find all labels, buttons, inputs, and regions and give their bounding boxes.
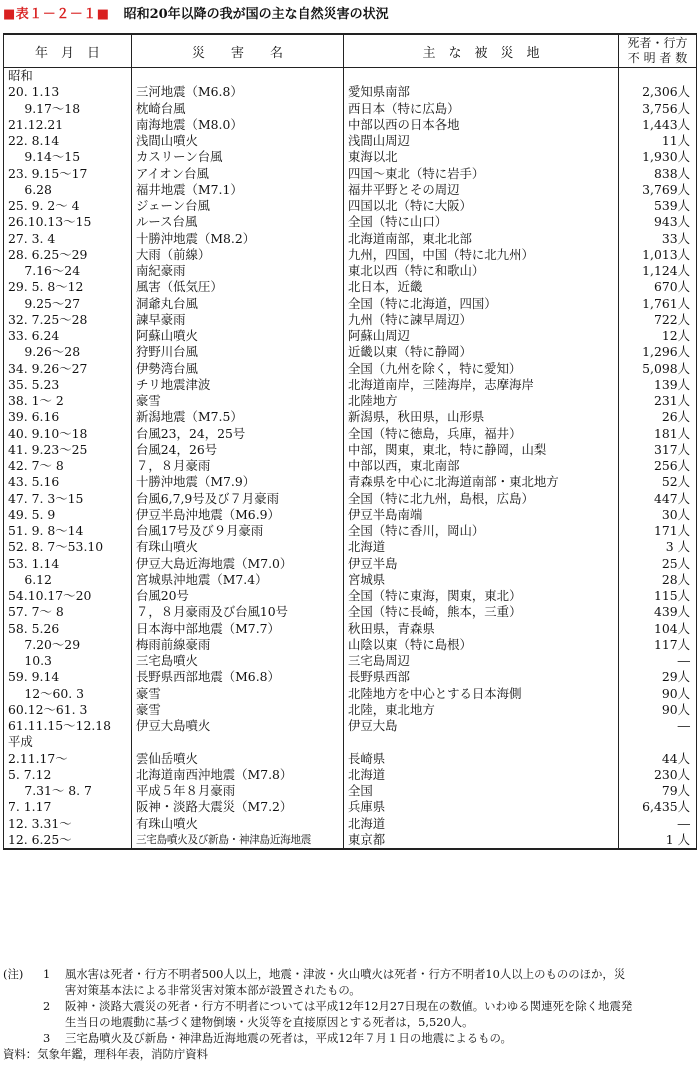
cell-affected-area: 九州，四国，中国（特に北九州） <box>344 247 619 263</box>
cell-date: 53. 1.14 <box>4 556 132 572</box>
cell-affected-area: 全国 <box>344 783 619 799</box>
table-row <box>4 361 697 377</box>
cell-affected-area: 近畿以東（特に静岡） <box>344 344 619 360</box>
table-row <box>4 214 697 230</box>
cell-deaths: 26人 <box>619 409 697 425</box>
cell-affected-area: 長崎県 <box>344 751 619 767</box>
cell-date: 26.10.13～15 <box>4 214 132 230</box>
note-1 <box>3 966 696 982</box>
cell-affected-area: 中部以西，東北南部 <box>344 458 619 474</box>
table-row <box>4 312 697 328</box>
table-row <box>4 523 697 539</box>
cell-disaster-name: 豪雪 <box>132 702 344 718</box>
cell-date: 25. 9. 2～ 4 <box>4 198 132 214</box>
cell-deaths: ― <box>619 653 697 669</box>
table-row <box>4 166 697 182</box>
cell-disaster-name: 台風23，24，25号 <box>132 426 344 442</box>
cell-disaster-name: ７，８月豪雨 <box>132 458 344 474</box>
cell-disaster-name: 台風20号 <box>132 588 344 604</box>
cell-date: 22. 8.14 <box>4 133 132 149</box>
cell-affected-area: 全国（九州を除く，特に愛知） <box>344 361 619 377</box>
table-row <box>4 344 697 360</box>
cell-affected-area: 宮城県 <box>344 572 619 588</box>
cell-affected-area: 福井平野とその周辺 <box>344 182 619 198</box>
cell-date: 7.20～29 <box>4 637 132 653</box>
cell-disaster-name: 梅雨前線豪雨 <box>132 637 344 653</box>
note-text: 阪神・淡路大震災の死者・行方不明者については平成12年12月27日現在の数値。いわゆる関連死を除く地震発 <box>65 999 633 1013</box>
cell-disaster-name: 南海地震（M8.0） <box>132 117 344 133</box>
disaster-table <box>3 33 697 850</box>
cell-affected-area: 四国以北（特に大阪） <box>344 198 619 214</box>
note-text-continued: 害対策基本法による非常災害対策本部が設置されたもの。 <box>65 983 361 997</box>
cell-affected-area: 中部，関東，東北，特に静岡，山梨 <box>344 442 619 458</box>
cell-deaths: ― <box>619 718 697 734</box>
table-row <box>4 182 697 198</box>
table-row <box>4 84 697 100</box>
cell-disaster-name: 台風17号及び９月豪雨 <box>132 523 344 539</box>
cell-disaster-name: 雲仙岳噴火 <box>132 751 344 767</box>
cell-affected-area: 阿蘇山周辺 <box>344 328 619 344</box>
cell-disaster-name: 狩野川台風 <box>132 344 344 360</box>
cell-disaster-name: 宮城県沖地震（M7.4） <box>132 572 344 588</box>
cell-disaster-name: 伊豆大島噴火 <box>132 718 344 734</box>
cell-affected-area: 長野県西部 <box>344 669 619 685</box>
cell-date: 7. 1.17 <box>4 799 132 815</box>
table-row <box>4 133 697 149</box>
cell-disaster-name: 三河地震（M6.8） <box>132 84 344 100</box>
cell-disaster-name: 阪神・淡路大震災（M7.2） <box>132 799 344 815</box>
cell-disaster-name: 十勝沖地震（M8.2） <box>132 231 344 247</box>
cell-deaths: 28人 <box>619 572 697 588</box>
cell-disaster-name: ジェーン台風 <box>132 198 344 214</box>
cell-deaths: 317人 <box>619 442 697 458</box>
table-row <box>4 702 697 718</box>
cell-deaths: 943人 <box>619 214 697 230</box>
cell-deaths: 115人 <box>619 588 697 604</box>
cell-affected-area: 伊豆大島 <box>344 718 619 734</box>
table-row <box>4 621 697 637</box>
table-row <box>4 556 697 572</box>
cell-date: 47. 7. 3～15 <box>4 491 132 507</box>
cell-deaths: 181人 <box>619 426 697 442</box>
cell-date: 33. 6.24 <box>4 328 132 344</box>
cell-deaths: 104人 <box>619 621 697 637</box>
notes-section <box>3 966 696 1062</box>
table-header-row <box>4 34 697 68</box>
cell-disaster-name: 日本海中部地震（M7.7） <box>132 621 344 637</box>
cell-deaths: 12人 <box>619 328 697 344</box>
cell-disaster-name: 有珠山噴火 <box>132 539 344 555</box>
table-row <box>4 117 697 133</box>
table-row <box>4 783 697 799</box>
cell-affected-area: 東海以北 <box>344 149 619 165</box>
cell-affected-area: 北海道 <box>344 767 619 783</box>
cell-deaths: 90人 <box>619 702 697 718</box>
cell-date: 60.12～61. 3 <box>4 702 132 718</box>
cell-deaths: ― <box>619 816 697 832</box>
cell-affected-area: 新潟県，秋田県，山形県 <box>344 409 619 425</box>
cell-affected-area: 北陸，東北地方 <box>344 702 619 718</box>
cell-disaster-name: 風害（低気圧） <box>132 279 344 295</box>
cell-date: 9.25～27 <box>4 296 132 312</box>
cell-deaths: 3,756人 <box>619 101 697 117</box>
cell-deaths: 539人 <box>619 198 697 214</box>
cell-disaster-name: 新潟地震（M7.5） <box>132 409 344 425</box>
cell-affected-area: 北海道南部，東北北部 <box>344 231 619 247</box>
table-row <box>4 263 697 279</box>
cell-affected-area: 全国（特に東海，関東，東北） <box>344 588 619 604</box>
cell-deaths: 1,930人 <box>619 149 697 165</box>
table-row <box>4 637 697 653</box>
cell-deaths <box>619 734 697 750</box>
cell-date: 9.17～18 <box>4 101 132 117</box>
cell-date: 39. 6.16 <box>4 409 132 425</box>
cell-date: 59. 9.14 <box>4 669 132 685</box>
cell-date: 35. 5.23 <box>4 377 132 393</box>
cell-date: 23. 9.15～17 <box>4 166 132 182</box>
cell-affected-area: 全国（特に徳島，兵庫，福井） <box>344 426 619 442</box>
cell-date: 58. 5.26 <box>4 621 132 637</box>
cell-disaster-name: 洞爺丸台風 <box>132 296 344 312</box>
cell-deaths: 838人 <box>619 166 697 182</box>
cell-affected-area: 東北以西（特に和歌山） <box>344 263 619 279</box>
cell-disaster-name: 阿蘇山噴火 <box>132 328 344 344</box>
note-number: 3 <box>43 1031 51 1045</box>
cell-disaster-name: 長野県西部地震（M6.8） <box>132 669 344 685</box>
table-row <box>4 231 697 247</box>
note-text-continued: 生当日の地震動に基づく建物倒壊・火災等を直接原因とする死者は，5,520人。 <box>65 1015 474 1029</box>
cell-date: 平成 <box>4 734 132 750</box>
cell-date: 38. 1～ 2 <box>4 393 132 409</box>
cell-disaster-name: 豪雪 <box>132 686 344 702</box>
cell-disaster-name: 台風6,7,9号及び７月豪雨 <box>132 491 344 507</box>
cell-affected-area <box>344 68 619 85</box>
cell-date: 32. 7.25～28 <box>4 312 132 328</box>
cell-disaster-name: カスリーン台風 <box>132 149 344 165</box>
cell-date: 43. 5.16 <box>4 474 132 490</box>
cell-deaths: 90人 <box>619 686 697 702</box>
cell-deaths: 79人 <box>619 783 697 799</box>
cell-date: 6.28 <box>4 182 132 198</box>
table-row <box>4 409 697 425</box>
table-row <box>4 734 697 750</box>
cell-deaths: 52人 <box>619 474 697 490</box>
header-affected-area: 主 な 被 災 地 <box>344 34 619 68</box>
table-row <box>4 751 697 767</box>
cell-disaster-name: 伊豆大島近海地震（M7.0） <box>132 556 344 572</box>
cell-disaster-name: 豪雪 <box>132 393 344 409</box>
cell-deaths: 11人 <box>619 133 697 149</box>
table-row <box>4 816 697 832</box>
cell-affected-area <box>344 734 619 750</box>
cell-deaths: 1 人 <box>619 832 697 849</box>
cell-deaths: 25人 <box>619 556 697 572</box>
cell-affected-area: 伊豆半島 <box>344 556 619 572</box>
cell-deaths: 6,435人 <box>619 799 697 815</box>
cell-deaths: 3 人 <box>619 539 697 555</box>
note-text: 風水害は死者・行方不明者500人以上，地震・津波・火山噴火は死者・行方不明者10人以上のもののほか，災 <box>65 967 626 981</box>
cell-deaths: 231人 <box>619 393 697 409</box>
cell-deaths: 2,306人 <box>619 84 697 100</box>
cell-date: 昭和 <box>4 68 132 85</box>
note-text: 三宅島噴火及び新島・神津島近海地震の死者は，平成12年７月１日の地震によるもの。 <box>65 1031 512 1045</box>
cell-disaster-name: 福井地震（M7.1） <box>132 182 344 198</box>
cell-disaster-name: ルース台風 <box>132 214 344 230</box>
table-row <box>4 669 697 685</box>
cell-date: 34. 9.26～27 <box>4 361 132 377</box>
table-row <box>4 377 697 393</box>
cell-date: 54.10.17～20 <box>4 588 132 604</box>
cell-affected-area: 青森県を中心に北海道南部・東北地方 <box>344 474 619 490</box>
cell-deaths: 3,769人 <box>619 182 697 198</box>
cell-disaster-name: 三宅島噴火及び新島・神津島近海地震 <box>132 832 344 849</box>
header-deaths-line2: 不 明 者 数 <box>627 51 688 65</box>
cell-deaths: 1,761人 <box>619 296 697 312</box>
cell-date: 12～60. 3 <box>4 686 132 702</box>
cell-date: 42. 7～ 8 <box>4 458 132 474</box>
cell-disaster-name: チリ地震津波 <box>132 377 344 393</box>
cell-deaths: 29人 <box>619 669 697 685</box>
cell-deaths: 230人 <box>619 767 697 783</box>
cell-disaster-name: ７，８月豪雨及び台風10号 <box>132 604 344 620</box>
cell-deaths: 670人 <box>619 279 697 295</box>
table-row <box>4 491 697 507</box>
table-caption: 昭和20年以降の我が国の主な自然災害の状況 <box>123 6 389 22</box>
cell-date: 6.12 <box>4 572 132 588</box>
cell-affected-area: 山陰以東（特に島根） <box>344 637 619 653</box>
cell-date: 10.3 <box>4 653 132 669</box>
cell-affected-area: 三宅島周辺 <box>344 653 619 669</box>
table-number: ■表１－２－１■ <box>3 6 110 22</box>
cell-deaths: 1,124人 <box>619 263 697 279</box>
cell-affected-area: 全国（特に北海道，四国） <box>344 296 619 312</box>
note-number: 1 <box>43 967 51 981</box>
cell-deaths: 1,296人 <box>619 344 697 360</box>
cell-disaster-name: 枕崎台風 <box>132 101 344 117</box>
cell-date: 9.14～15 <box>4 149 132 165</box>
cell-disaster-name: 北海道南西沖地震（M7.8） <box>132 767 344 783</box>
cell-disaster-name: アイオン台風 <box>132 166 344 182</box>
cell-deaths: 5,098人 <box>619 361 697 377</box>
header-deaths <box>619 34 697 68</box>
cell-disaster-name: 諫早豪雨 <box>132 312 344 328</box>
cell-affected-area: 伊豆半島南端 <box>344 507 619 523</box>
cell-deaths: 171人 <box>619 523 697 539</box>
cell-affected-area: 兵庫県 <box>344 799 619 815</box>
cell-affected-area: 北海道 <box>344 539 619 555</box>
cell-affected-area: 秋田県，青森県 <box>344 621 619 637</box>
table-row <box>4 507 697 523</box>
table-row <box>4 393 697 409</box>
table-row <box>4 539 697 555</box>
cell-disaster-name: 平成５年８月豪雨 <box>132 783 344 799</box>
cell-disaster-name: 台風24，26号 <box>132 442 344 458</box>
header-date: 年 月 日 <box>4 34 132 68</box>
cell-disaster-name <box>132 68 344 85</box>
cell-date: 28. 6.25～29 <box>4 247 132 263</box>
source-line: 資料：気象年鑑，理科年表，消防庁資料 <box>3 1047 209 1061</box>
cell-affected-area: 全国（特に山口） <box>344 214 619 230</box>
cell-date: 2.11.17～ <box>4 751 132 767</box>
cell-affected-area: 全国（特に香川，岡山） <box>344 523 619 539</box>
cell-date: 52. 8. 7～53.10 <box>4 539 132 555</box>
cell-disaster-name <box>132 734 344 750</box>
cell-deaths: 439人 <box>619 604 697 620</box>
cell-affected-area: 愛知県南部 <box>344 84 619 100</box>
cell-date: 12. 6.25～ <box>4 832 132 849</box>
table-row <box>4 458 697 474</box>
cell-deaths: 139人 <box>619 377 697 393</box>
table-row <box>4 604 697 620</box>
cell-date: 7.16～24 <box>4 263 132 279</box>
cell-affected-area: 九州（特に諫早周辺） <box>344 312 619 328</box>
table-row <box>4 101 697 117</box>
cell-deaths: 33人 <box>619 231 697 247</box>
table-row <box>4 588 697 604</box>
cell-date: 7.31～ 8. 7 <box>4 783 132 799</box>
cell-disaster-name: 三宅島噴火 <box>132 653 344 669</box>
cell-date: 9.26～28 <box>4 344 132 360</box>
cell-disaster-name: 十勝沖地震（M7.9） <box>132 474 344 490</box>
cell-affected-area: 北陸地方を中心とする日本海側 <box>344 686 619 702</box>
table-row <box>4 474 697 490</box>
cell-date: 61.11.15～12.18 <box>4 718 132 734</box>
table-row <box>4 328 697 344</box>
table-row <box>4 653 697 669</box>
cell-deaths: 44人 <box>619 751 697 767</box>
cell-affected-area: 中部以西の日本各地 <box>344 117 619 133</box>
cell-disaster-name: 伊豆半島沖地震（M6.9） <box>132 507 344 523</box>
table-row <box>4 198 697 214</box>
cell-date: 49. 5. 9 <box>4 507 132 523</box>
cell-affected-area: 浅間山周辺 <box>344 133 619 149</box>
table-row <box>4 442 697 458</box>
note-number: 2 <box>43 999 51 1013</box>
cell-affected-area: 西日本（特に広島） <box>344 101 619 117</box>
table-row <box>4 279 697 295</box>
table-row <box>4 296 697 312</box>
cell-deaths: 117人 <box>619 637 697 653</box>
table-row <box>4 426 697 442</box>
table-row <box>4 767 697 783</box>
cell-date: 12. 3.31～ <box>4 816 132 832</box>
table-row <box>4 832 697 849</box>
table-row <box>4 799 697 815</box>
cell-deaths: 722人 <box>619 312 697 328</box>
cell-disaster-name: 浅間山噴火 <box>132 133 344 149</box>
cell-disaster-name: 伊勢湾台風 <box>132 361 344 377</box>
cell-affected-area: 東京都 <box>344 832 619 849</box>
cell-date: 51. 9. 8～14 <box>4 523 132 539</box>
cell-deaths: 1,013人 <box>619 247 697 263</box>
table-title <box>3 3 389 21</box>
notes-label: (注) <box>3 967 24 981</box>
cell-date: 20. 1.13 <box>4 84 132 100</box>
cell-date: 40. 9.10～18 <box>4 426 132 442</box>
cell-date: 21.12.21 <box>4 117 132 133</box>
cell-deaths <box>619 68 697 85</box>
cell-deaths: 256人 <box>619 458 697 474</box>
cell-deaths: 447人 <box>619 491 697 507</box>
header-disaster-name: 災 害 名 <box>132 34 344 68</box>
cell-affected-area: 北海道南岸，三陸海岸，志摩海岸 <box>344 377 619 393</box>
cell-affected-area: 北日本，近畿 <box>344 279 619 295</box>
cell-affected-area: 全国（特に北九州，島根，広島） <box>344 491 619 507</box>
table-row <box>4 68 697 85</box>
cell-affected-area: 全国（特に長崎，熊本，三重） <box>344 604 619 620</box>
table-row <box>4 572 697 588</box>
cell-disaster-name: 有珠山噴火 <box>132 816 344 832</box>
header-deaths-line1: 死者・行方 <box>627 36 688 50</box>
table-row <box>4 686 697 702</box>
note-3 <box>3 1030 696 1046</box>
note-2 <box>3 998 696 1014</box>
cell-disaster-name: 大雨（前線） <box>132 247 344 263</box>
cell-disaster-name: 南紀豪雨 <box>132 263 344 279</box>
cell-deaths: 30人 <box>619 507 697 523</box>
cell-affected-area: 北海道 <box>344 816 619 832</box>
cell-date: 29. 5. 8～12 <box>4 279 132 295</box>
table-row <box>4 149 697 165</box>
table-row <box>4 247 697 263</box>
cell-date: 27. 3. 4 <box>4 231 132 247</box>
cell-affected-area: 北陸地方 <box>344 393 619 409</box>
cell-date: 57. 7～ 8 <box>4 604 132 620</box>
cell-date: 41. 9.23～25 <box>4 442 132 458</box>
cell-date: 5. 7.12 <box>4 767 132 783</box>
cell-deaths: 1,443人 <box>619 117 697 133</box>
table-row <box>4 718 697 734</box>
cell-affected-area: 四国～東北（特に岩手） <box>344 166 619 182</box>
